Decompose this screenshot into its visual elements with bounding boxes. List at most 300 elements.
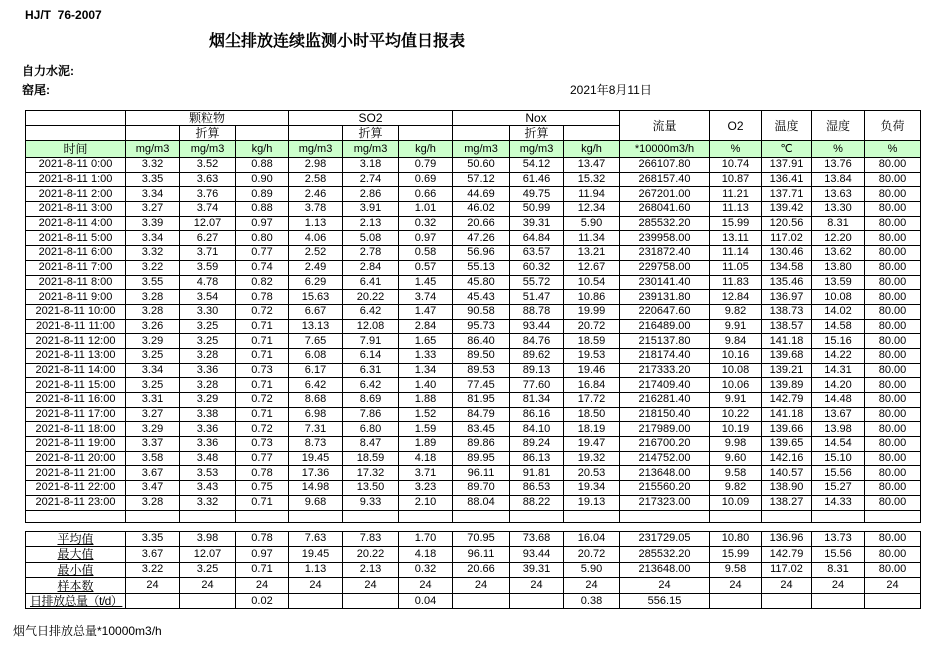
cell-value: 1.52 xyxy=(399,407,453,422)
table-row xyxy=(26,422,921,437)
table-row xyxy=(26,158,921,173)
cell-value: 80.00 xyxy=(865,562,921,578)
cell-value: 3.37 xyxy=(126,437,180,452)
cell-value: 84.76 xyxy=(510,334,564,349)
cell-value: 12.34 xyxy=(564,202,620,217)
cell-value: 7.83 xyxy=(343,531,399,547)
blank-cell xyxy=(453,510,510,522)
cell-value: 139.21 xyxy=(762,363,812,378)
cell-value: 2.46 xyxy=(289,187,343,202)
unit-so2: mg/m3 xyxy=(343,141,399,158)
summary-label: 最小值 xyxy=(26,562,126,578)
cell-value: 137.71 xyxy=(762,187,812,202)
cell-value: 3.23 xyxy=(399,481,453,496)
cell-value: 0.80 xyxy=(236,231,289,246)
cell-value: 0.88 xyxy=(236,158,289,173)
table-row xyxy=(26,378,921,393)
cell-value: 3.59 xyxy=(180,260,236,275)
cell-value xyxy=(453,593,510,609)
cell-value: 3.39 xyxy=(126,216,180,231)
cell-value: 89.24 xyxy=(510,437,564,452)
cell-value: 16.84 xyxy=(564,378,620,393)
cell-value: 3.54 xyxy=(180,290,236,305)
cell-value: 15.56 xyxy=(812,466,865,481)
col-group-humidity: 湿度 xyxy=(812,111,865,141)
summary-row xyxy=(26,547,921,563)
cell-value: 0.72 xyxy=(236,304,289,319)
cell-value: 0.02 xyxy=(236,593,289,609)
cell-value: 9.68 xyxy=(289,495,343,510)
cell-value: 3.25 xyxy=(180,319,236,334)
cell-value: 0.66 xyxy=(399,187,453,202)
cell-value: 6.42 xyxy=(343,304,399,319)
cell-value: 24 xyxy=(762,578,812,594)
cell-value: 3.22 xyxy=(126,562,180,578)
cell-value: 9.33 xyxy=(343,495,399,510)
summary-row xyxy=(26,562,921,578)
cell-value: 137.91 xyxy=(762,158,812,173)
cell-time: 2021-8-11 0:00 xyxy=(26,158,126,173)
cell-value: 9.58 xyxy=(710,466,762,481)
cell-value: 6.42 xyxy=(343,378,399,393)
cell-value: 2.84 xyxy=(343,260,399,275)
cell-value: 3.74 xyxy=(399,290,453,305)
cell-value: 12.07 xyxy=(180,547,236,563)
blank-cell xyxy=(289,510,343,522)
cell-value: 39.31 xyxy=(510,216,564,231)
cell-value: 10.08 xyxy=(710,363,762,378)
cell-value: 13.13 xyxy=(289,319,343,334)
cell-value: 14.20 xyxy=(812,378,865,393)
cell-value: 89.86 xyxy=(453,437,510,452)
cell-value: 10.80 xyxy=(710,531,762,547)
cell-value: 55.13 xyxy=(453,260,510,275)
cell-value: 83.45 xyxy=(453,422,510,437)
cell-value: 3.34 xyxy=(126,187,180,202)
cell-value: 6.42 xyxy=(289,378,343,393)
table-row xyxy=(26,407,921,422)
cell-time: 2021-8-11 22:00 xyxy=(26,481,126,496)
cell-value: 3.47 xyxy=(126,481,180,496)
cell-value: 0.58 xyxy=(399,246,453,261)
cell-value: 214752.00 xyxy=(620,451,710,466)
cell-value: 60.32 xyxy=(510,260,564,275)
cell-value: 80.00 xyxy=(865,304,921,319)
blank-cell xyxy=(620,510,710,522)
cell-value: 80.00 xyxy=(865,466,921,481)
cell-value: 3.25 xyxy=(126,378,180,393)
cell-value: 15.63 xyxy=(289,290,343,305)
cell-value: 2.49 xyxy=(289,260,343,275)
cell-value: 8.47 xyxy=(343,437,399,452)
summary-label: 平均值 xyxy=(26,531,126,547)
cell-value: 1.13 xyxy=(289,562,343,578)
cell-value: 80.00 xyxy=(865,531,921,547)
cell-value: 15.99 xyxy=(710,547,762,563)
cell-value: 11.14 xyxy=(710,246,762,261)
cell-value: 0.73 xyxy=(236,437,289,452)
cell-time: 2021-8-11 3:00 xyxy=(26,202,126,217)
cell-value: 80.00 xyxy=(865,246,921,261)
cell-value: 47.26 xyxy=(453,231,510,246)
unit-load: % xyxy=(865,141,921,158)
cell-value: 24 xyxy=(289,578,343,594)
cell-value: 216281.40 xyxy=(620,393,710,408)
cell-value: 139.42 xyxy=(762,202,812,217)
subheader-nox xyxy=(453,126,510,141)
cell-value: 13.84 xyxy=(812,172,865,187)
cell-value: 11.13 xyxy=(710,202,762,217)
cell-value: 54.12 xyxy=(510,158,564,173)
cell-value: 4.78 xyxy=(180,275,236,290)
cell-value: 3.32 xyxy=(126,158,180,173)
cell-value: 0.82 xyxy=(236,275,289,290)
cell-value: 3.36 xyxy=(180,363,236,378)
cell-value: 91.81 xyxy=(510,466,564,481)
cell-value: 6.29 xyxy=(289,275,343,290)
cell-time: 2021-8-11 10:00 xyxy=(26,304,126,319)
cell-value: 90.58 xyxy=(453,304,510,319)
col-group-temperature: 温度 xyxy=(762,111,812,141)
cell-value: 139.89 xyxy=(762,378,812,393)
cell-value: 138.27 xyxy=(762,495,812,510)
cell-value: 8.69 xyxy=(343,393,399,408)
cell-value: 50.99 xyxy=(510,202,564,217)
cell-value xyxy=(865,593,921,609)
cell-time: 2021-8-11 12:00 xyxy=(26,334,126,349)
cell-value: 0.71 xyxy=(236,378,289,393)
blank-cell xyxy=(812,510,865,522)
table-row xyxy=(26,260,921,275)
cell-value: 12.20 xyxy=(812,231,865,246)
cell-value: 81.95 xyxy=(453,393,510,408)
cell-value: 19.34 xyxy=(564,481,620,496)
cell-value: 13.47 xyxy=(564,158,620,173)
summary-row xyxy=(26,578,921,594)
cell-value: 19.46 xyxy=(564,363,620,378)
cell-value: 2.98 xyxy=(289,158,343,173)
monitoring-report-table xyxy=(25,110,921,609)
cell-value: 56.96 xyxy=(453,246,510,261)
cell-value: 2.74 xyxy=(343,172,399,187)
cell-value: 70.95 xyxy=(453,531,510,547)
cell-value: 77.45 xyxy=(453,378,510,393)
cell-value: 80.00 xyxy=(865,231,921,246)
cell-value: 120.56 xyxy=(762,216,812,231)
cell-value: 217323.00 xyxy=(620,495,710,510)
cell-value: 61.46 xyxy=(510,172,564,187)
header-time-spacer xyxy=(26,111,126,126)
cell-value: 134.58 xyxy=(762,260,812,275)
cell-value: 20.66 xyxy=(453,216,510,231)
cell-time: 2021-8-11 4:00 xyxy=(26,216,126,231)
cell-value: 3.28 xyxy=(180,378,236,393)
cell-value: 12.84 xyxy=(710,290,762,305)
cell-value: 10.74 xyxy=(710,158,762,173)
cell-value: 1.01 xyxy=(399,202,453,217)
cell-value: 266107.80 xyxy=(620,158,710,173)
table-row xyxy=(26,172,921,187)
cell-value: 1.45 xyxy=(399,275,453,290)
cell-value: 1.65 xyxy=(399,334,453,349)
cell-value: 268157.40 xyxy=(620,172,710,187)
cell-value: 1.89 xyxy=(399,437,453,452)
cell-value: 0.97 xyxy=(236,216,289,231)
cell-value: 139.65 xyxy=(762,437,812,452)
blank-cell xyxy=(180,510,236,522)
cell-value: 215137.80 xyxy=(620,334,710,349)
cell-time: 2021-8-11 18:00 xyxy=(26,422,126,437)
cell-value: 24 xyxy=(710,578,762,594)
cell-value: 1.40 xyxy=(399,378,453,393)
cell-time: 2021-8-11 9:00 xyxy=(26,290,126,305)
cell-value: 88.04 xyxy=(453,495,510,510)
cell-value: 130.46 xyxy=(762,246,812,261)
cell-value: 44.69 xyxy=(453,187,510,202)
cell-value: 3.30 xyxy=(180,304,236,319)
cell-value: 39.31 xyxy=(510,562,564,578)
cell-value: 3.48 xyxy=(180,451,236,466)
cell-value: 80.00 xyxy=(865,407,921,422)
cell-value: 1.34 xyxy=(399,363,453,378)
cell-value: 13.67 xyxy=(812,407,865,422)
cell-value: 229758.00 xyxy=(620,260,710,275)
cell-value: 7.63 xyxy=(289,531,343,547)
cell-value: 88.22 xyxy=(510,495,564,510)
table-row xyxy=(26,393,921,408)
cell-value: 213648.00 xyxy=(620,562,710,578)
unit-nox: mg/m3 xyxy=(453,141,510,158)
cell-value: 141.18 xyxy=(762,407,812,422)
cell-value: 14.22 xyxy=(812,348,865,363)
cell-value: 89.50 xyxy=(453,348,510,363)
cell-value: 1.33 xyxy=(399,348,453,363)
cell-value: 9.58 xyxy=(710,562,762,578)
cell-value: 96.11 xyxy=(453,466,510,481)
cell-value: 217989.00 xyxy=(620,422,710,437)
table-row xyxy=(26,319,921,334)
page-title: 烟尘排放连续监测小时平均值日报表 xyxy=(208,33,465,50)
cell-value: 93.44 xyxy=(510,547,564,563)
cell-value: 14.54 xyxy=(812,437,865,452)
cell-value: 3.55 xyxy=(126,275,180,290)
col-group-o2: O2 xyxy=(710,111,762,141)
table-row xyxy=(26,363,921,378)
cell-value: 138.57 xyxy=(762,319,812,334)
cell-value: 80.00 xyxy=(865,260,921,275)
cell-value: 13.63 xyxy=(812,187,865,202)
cell-value: 6.98 xyxy=(289,407,343,422)
cell-value: 3.28 xyxy=(126,304,180,319)
cell-value: 14.02 xyxy=(812,304,865,319)
cell-value: 20.66 xyxy=(453,562,510,578)
cell-value: 88.78 xyxy=(510,304,564,319)
cell-value: 117.02 xyxy=(762,562,812,578)
cell-value: 55.72 xyxy=(510,275,564,290)
cell-value: 142.79 xyxy=(762,547,812,563)
cell-value: 10.16 xyxy=(710,348,762,363)
cell-value: 19.47 xyxy=(564,437,620,452)
subheader-particulate xyxy=(126,126,180,141)
cell-value: 19.45 xyxy=(289,451,343,466)
cell-value: 50.60 xyxy=(453,158,510,173)
cell-value: 80.00 xyxy=(865,202,921,217)
cell-value: 0.75 xyxy=(236,481,289,496)
cell-value: 80.00 xyxy=(865,547,921,563)
cell-value: 285532.20 xyxy=(620,547,710,563)
table-row xyxy=(26,348,921,363)
cell-value: 231872.40 xyxy=(620,246,710,261)
cell-value xyxy=(710,593,762,609)
cell-value: 80.00 xyxy=(865,187,921,202)
cell-value: 140.57 xyxy=(762,466,812,481)
cell-value: 3.74 xyxy=(180,202,236,217)
summary-label: 样本数 xyxy=(26,578,126,594)
cell-value: 139.66 xyxy=(762,422,812,437)
cell-value: 6.17 xyxy=(289,363,343,378)
cell-value: 3.91 xyxy=(343,202,399,217)
cell-value: 3.29 xyxy=(126,422,180,437)
cell-value: 9.91 xyxy=(710,319,762,334)
cell-value: 18.19 xyxy=(564,422,620,437)
cell-value: 3.32 xyxy=(180,495,236,510)
cell-value: 3.25 xyxy=(180,562,236,578)
cell-value: 220647.60 xyxy=(620,304,710,319)
cell-value: 3.28 xyxy=(126,290,180,305)
cell-value: 57.12 xyxy=(453,172,510,187)
cell-value: 3.25 xyxy=(180,334,236,349)
cell-value: 17.36 xyxy=(289,466,343,481)
cell-value: 10.22 xyxy=(710,407,762,422)
cell-time: 2021-8-11 20:00 xyxy=(26,451,126,466)
cell-value: 2.13 xyxy=(343,216,399,231)
cell-value: 77.60 xyxy=(510,378,564,393)
blank-cell xyxy=(510,510,564,522)
summary-label: 最大值 xyxy=(26,547,126,563)
cell-value: 45.43 xyxy=(453,290,510,305)
cell-value: 17.72 xyxy=(564,393,620,408)
cell-value: 216700.20 xyxy=(620,437,710,452)
cell-value: 89.13 xyxy=(510,363,564,378)
cell-value: 3.36 xyxy=(180,422,236,437)
unit-nox: kg/h xyxy=(564,141,620,158)
cell-value: 80.00 xyxy=(865,451,921,466)
cell-value: 230141.40 xyxy=(620,275,710,290)
cell-value: 24 xyxy=(564,578,620,594)
cell-value: 217333.20 xyxy=(620,363,710,378)
col-group-flow: 流量 xyxy=(620,111,710,141)
cell-value: 1.70 xyxy=(399,531,453,547)
cell-time: 2021-8-11 19:00 xyxy=(26,437,126,452)
cell-value: 0.79 xyxy=(399,158,453,173)
blank-cell xyxy=(564,510,620,522)
cell-value: 3.29 xyxy=(126,334,180,349)
cell-value: 17.32 xyxy=(343,466,399,481)
cell-value: 11.83 xyxy=(710,275,762,290)
cell-value: 24 xyxy=(236,578,289,594)
cell-value: 96.11 xyxy=(453,547,510,563)
cell-value: 141.18 xyxy=(762,334,812,349)
cell-value: 10.08 xyxy=(812,290,865,305)
unit-temperature: ℃ xyxy=(762,141,812,158)
cell-value: 80.00 xyxy=(865,348,921,363)
cell-value: 19.53 xyxy=(564,348,620,363)
cell-value: 1.47 xyxy=(399,304,453,319)
cell-value: 0.32 xyxy=(399,216,453,231)
cell-value: 13.11 xyxy=(710,231,762,246)
cell-value: 80.00 xyxy=(865,158,921,173)
cell-value: 15.56 xyxy=(812,547,865,563)
cell-value: 9.84 xyxy=(710,334,762,349)
table-row xyxy=(26,246,921,261)
unit-nox: mg/m3 xyxy=(510,141,564,158)
cell-value: 18.59 xyxy=(343,451,399,466)
cell-value: 24 xyxy=(865,578,921,594)
cell-time: 2021-8-11 23:00 xyxy=(26,495,126,510)
cell-value: 3.71 xyxy=(180,246,236,261)
cell-value: 10.09 xyxy=(710,495,762,510)
col-header-time: 时间 xyxy=(26,141,126,158)
cell-value: 3.31 xyxy=(126,393,180,408)
cell-value: 3.67 xyxy=(126,466,180,481)
cell-value: 81.34 xyxy=(510,393,564,408)
cell-value: 6.27 xyxy=(180,231,236,246)
cell-value: 2.52 xyxy=(289,246,343,261)
cell-value: 3.35 xyxy=(126,531,180,547)
table-row xyxy=(26,451,921,466)
cell-value: 9.60 xyxy=(710,451,762,466)
cell-value: 0.78 xyxy=(236,290,289,305)
cell-value: 84.10 xyxy=(510,422,564,437)
cell-value: 10.87 xyxy=(710,172,762,187)
cell-value: 93.44 xyxy=(510,319,564,334)
cell-value: 6.41 xyxy=(343,275,399,290)
cell-value: 0.89 xyxy=(236,187,289,202)
cell-value: 0.71 xyxy=(236,495,289,510)
cell-value: 6.80 xyxy=(343,422,399,437)
cell-value: 89.95 xyxy=(453,451,510,466)
cell-value: 218150.40 xyxy=(620,407,710,422)
cell-value xyxy=(510,593,564,609)
cell-value: 0.97 xyxy=(236,547,289,563)
cell-value: 9.98 xyxy=(710,437,762,452)
cell-value: 231729.05 xyxy=(620,531,710,547)
cell-value: 2.78 xyxy=(343,246,399,261)
blank-cell xyxy=(26,510,126,522)
col-group-nox: Nox xyxy=(453,111,620,126)
blank-cell xyxy=(126,510,180,522)
cell-value: 0.69 xyxy=(399,172,453,187)
cell-time: 2021-8-11 2:00 xyxy=(26,187,126,202)
cell-value: 24 xyxy=(812,578,865,594)
cell-value: 73.68 xyxy=(510,531,564,547)
cell-value: 15.16 xyxy=(812,334,865,349)
blank-cell xyxy=(343,510,399,522)
unit-so2: mg/m3 xyxy=(289,141,343,158)
cell-value: 11.21 xyxy=(710,187,762,202)
cell-value: 9.82 xyxy=(710,481,762,496)
cell-value: 86.16 xyxy=(510,407,564,422)
cell-value: 13.80 xyxy=(812,260,865,275)
cell-value: 86.13 xyxy=(510,451,564,466)
cell-value: 8.68 xyxy=(289,393,343,408)
cell-time: 2021-8-11 15:00 xyxy=(26,378,126,393)
summary-row xyxy=(26,593,921,609)
cell-value: 10.86 xyxy=(564,290,620,305)
cell-value: 18.50 xyxy=(564,407,620,422)
cell-value: 216489.00 xyxy=(620,319,710,334)
cell-value: 80.00 xyxy=(865,481,921,496)
